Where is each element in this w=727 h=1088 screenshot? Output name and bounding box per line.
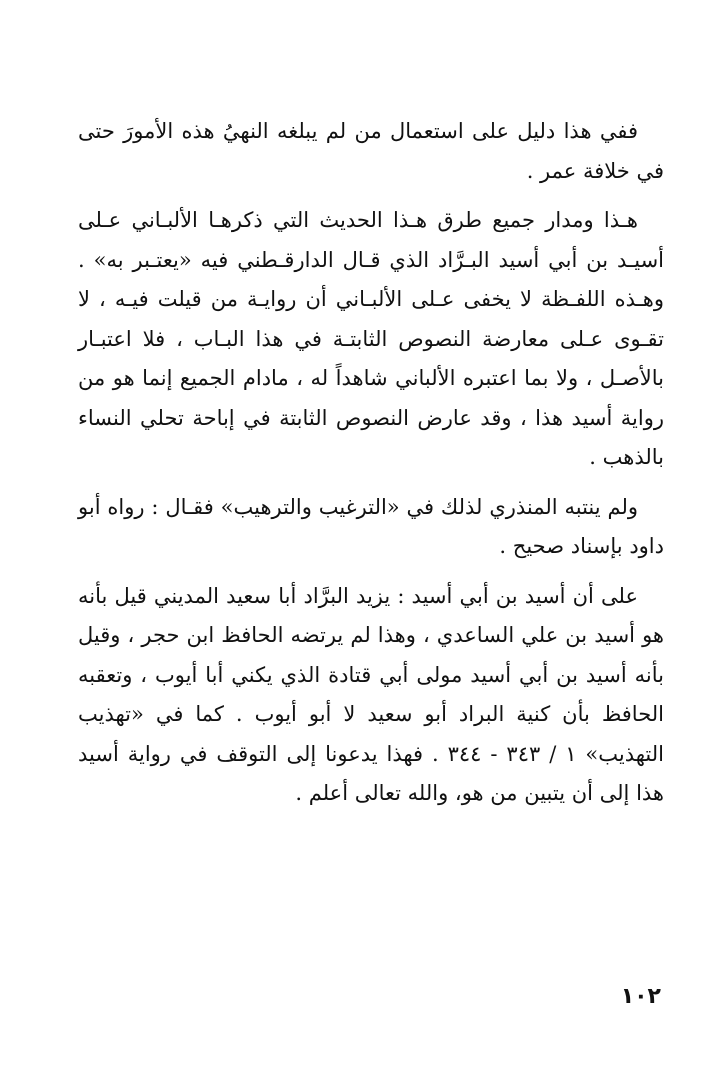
paragraph-3: ولم ينتبه المنذري لذلك في «الترغيب والترهيب» فقـال : رواه أبو داود بإسناد صحيح . bbox=[78, 494, 664, 558]
paragraph-2: هـذا ومدار جميع طرق هـذا الحديث التي ذكرهـا الألبـاني عـلى أسيـد بن أبي أسيد البـرَّاد الذي قـال الدارقـطني فيه «يعتـبر به» . وهـذه اللفـظة لا يخفى عـلى الألبـاني أن روايـة من قيلت فيـه ، لا تقـوى عـلى معارضة النصوص الثابتـة في هذا البـاب ، فلا اعتبـار بالأصـل ، ولا بما اعتبره الألباني شاهداً له ، مادام الجميع إنما هو من رواية أسيد هذا ، وقد عارض النصوص الثابتة في إباحة تحلي النساء بالذهب . bbox=[78, 208, 664, 469]
body-text bbox=[78, 112, 664, 824]
paragraph-4: على أن أسيد بن أبي أسيد : يزيد البرَّاد أبا سعيد المديني قيل بأنه هو أسيد بن علي الساعدي ، وهذا لم يرتضه الحافظ ابن حجر ، وقيل بأنه أسيد بن أبي أسيد مولى أبي قتادة الذي يكني أبا أيوب ، وتعقبه الحافظ بأن كنية البراد أبو سعيد لا أبو أيوب . كما في «تهذيب التهذيب» ١ / ٣٤٣ - ٣٤٤ . فهذا يدعونا إلى التوقف في رواية أسيد هذا إلى أن يتبين من هو، والله تعالى أعلم . bbox=[78, 583, 664, 805]
paragraph-1: ففي هذا دليل على استعمال من لم يبلغه النهيُ هذه الأمورَ حتى في خلافة عمر . bbox=[78, 119, 664, 183]
page-number: ١٠٢ bbox=[620, 984, 661, 1009]
